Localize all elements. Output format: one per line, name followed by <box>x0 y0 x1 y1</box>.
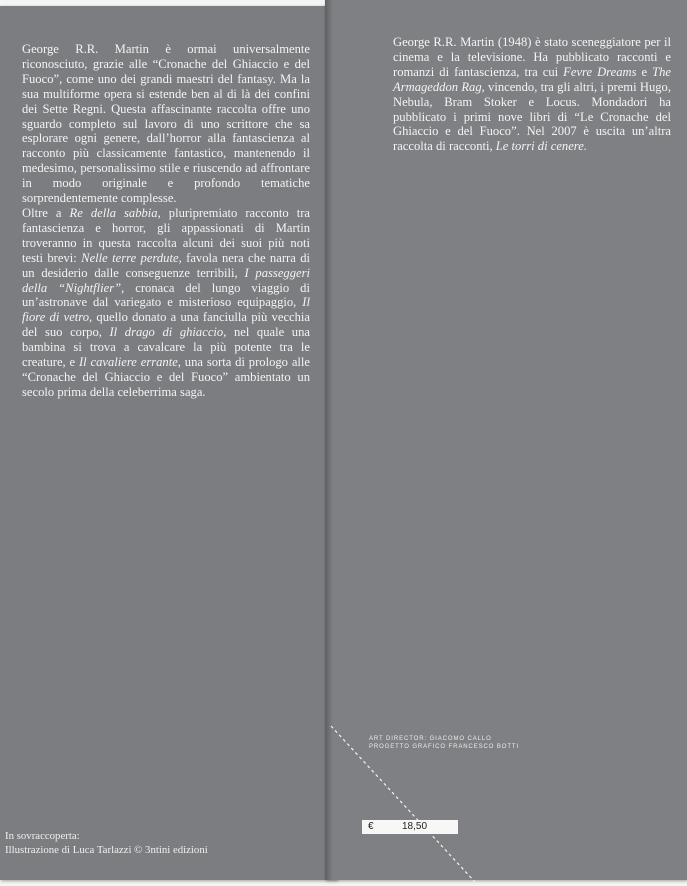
cover-credit-heading: In sovraccoperta: <box>5 830 80 842</box>
right-flap <box>325 0 687 880</box>
blurb-text: quello donato a una fanciulla più vecchia del suo corpo, <box>22 310 311 340</box>
price-box <box>362 820 458 834</box>
blurb-text: una sorta di prologo alle “Cronache del Ghiaccio e del Fuoco” ambientato un secolo prima della celeberrima saga. <box>22 355 310 399</box>
blurb-text: pluripremiato racconto tra fantascienza e horror, gli appassionati di Martin troveranno in questa raccolta alcuni dei suoi più noti testi brevi: <box>22 205 311 265</box>
book-title: Le torri di cenere. <box>495 139 587 154</box>
story-title: Il drago di ghiaccio, <box>109 325 227 340</box>
blurb-text: cronaca del lungo viaggio di un’astronave dal variegato e misterioso equipaggio, <box>22 280 310 310</box>
left-flap <box>0 6 337 880</box>
cover-credit-illustrator: Illustrazione di Luca Tarlazzi © 3ntini edizioni <box>5 843 208 856</box>
blurb-paragraph-1: George R.R. Martin è ormai universalmente riconosciuto, grazie alle “Cronache del Ghiaccio e del Fuoco”, come uno dei grandi maestri del fantasy. Ma la sua multiforme opera si estende ben al di là dei confini dei Sette Regni. Questa affascinante raccolta offre uno sguardo completo sul lavoro di uno scrittore che sa esplorare ogni genere, dall’horror alla fantascienza al racconto più classicamente fantastico, mantenendo il medesimo, personalissimo stile e riuscendo ad affrontare in modo originale e profondo tematiche sorprendentemente complesse. <box>22 42 310 206</box>
bio-text: George R.R. Martin (1948) è stato sceneggiatore per il cinema e la televisione. Ha pubblicato racconti e romanzi di fantascienza, tra cui <box>393 35 671 79</box>
book-title: Fevre Dreams <box>563 64 637 79</box>
price-value: 18,50 <box>402 821 428 832</box>
graphic-design-credit: PROGETTO GRAFICO FRANCESCO BOTTI <box>369 744 520 750</box>
story-title: Re della sabbia, <box>69 205 161 220</box>
blurb-text: nel quale una bambina si trova a cavalcare la più potente tra le creature, e <box>22 325 310 370</box>
blurb-text: Oltre a <box>22 205 70 220</box>
blurb-text: favola nera che narra di un desiderio dalle conseguenze terribili, <box>22 250 310 280</box>
bio-text: vincendo, tra gli altri, i premi Hugo, Nebula, Bram Stoker e Locus. Mondadori ha pubblicato i primi nove libri di “Le Cronache del Ghiaccio e del Fuoco”. Nel 2007 è uscita un’altra raccolta di racconti, <box>393 79 671 154</box>
story-title: Il cavaliere errante, <box>78 355 181 370</box>
book-title: The Armageddon Rag, <box>393 64 672 94</box>
blurb-paragraph-2 <box>22 206 310 400</box>
story-title: Il fiore di vetro, <box>22 295 310 325</box>
author-bio-paragraph <box>393 35 671 154</box>
art-director-credit: ART DIRECTOR: GIACOMO CALLO <box>369 736 492 742</box>
euro-symbol: € <box>368 821 374 832</box>
bio-text: e <box>636 64 653 79</box>
story-title: I passeggeri della “Nightflier”, <box>22 265 310 295</box>
art-credits <box>369 735 519 751</box>
cover-credit <box>5 830 305 857</box>
book-blurb <box>22 42 310 400</box>
author-bio <box>393 35 671 154</box>
story-title: Nelle terre perdute, <box>81 250 182 265</box>
